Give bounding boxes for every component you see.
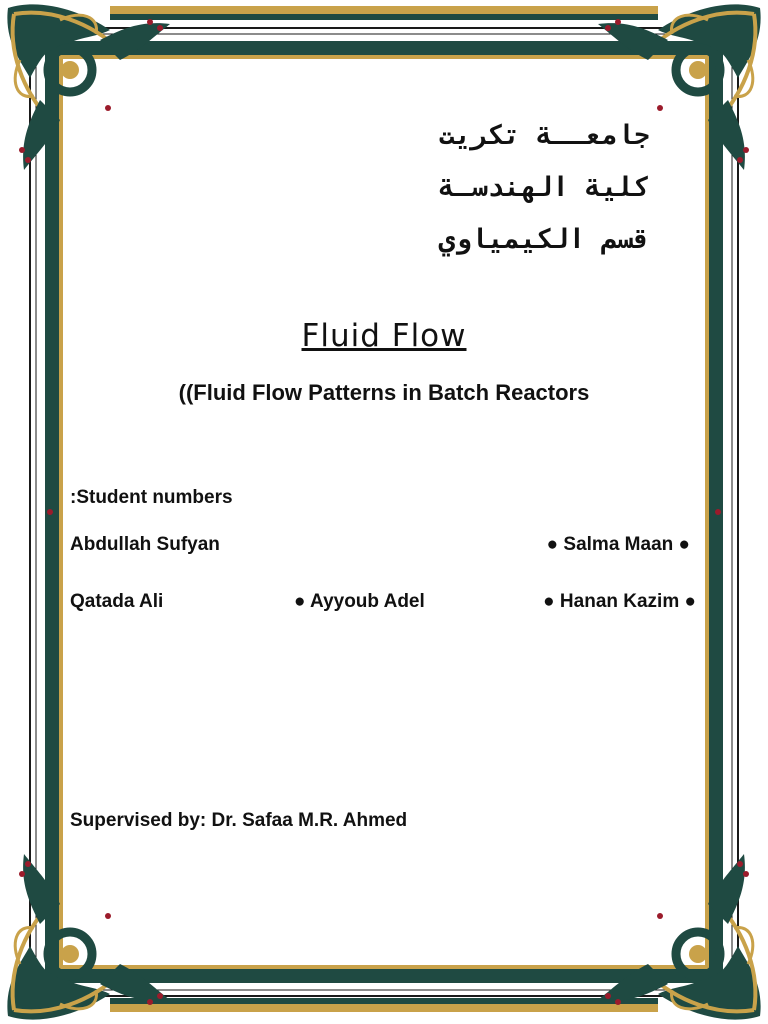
student-ayyoub: ● Ayyoub Adel <box>294 591 425 612</box>
student-hanan: ● Hanan Kazim ● <box>543 591 696 612</box>
student-salma: ● Salma Maan ● <box>546 534 690 555</box>
department-name: قسم الكيمياوي <box>438 224 650 255</box>
arabic-header <box>439 110 650 266</box>
students-heading: :Student numbers <box>70 487 233 508</box>
college-name: كلية الهندسـة <box>438 172 650 203</box>
student-abdullah: Abdullah Sufyan <box>70 534 220 555</box>
document-subtitle: ((Fluid Flow Patterns in Batch Reactors <box>178 380 590 405</box>
student-qatada: Qatada Ali <box>70 591 164 612</box>
document-title: Fluid Flow <box>301 318 467 354</box>
university-name: جامعــة تكريت <box>438 120 650 151</box>
supervisor-line: Supervised by: Dr. Safaa M.R. Ahmed <box>70 810 408 831</box>
